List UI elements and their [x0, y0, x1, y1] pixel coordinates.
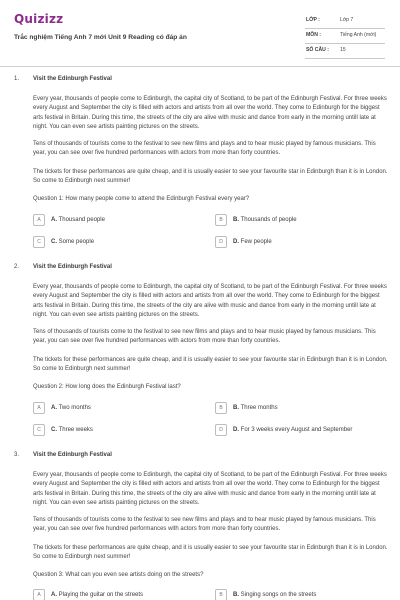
option-text: Two months: [58, 405, 91, 411]
passage-paragraph: Tens of thousands of tourists come to the festival to see new films and plays and to hear music played by famous musicians. This year, you can see over five hundred performances with actors from more than forty countries.: [33, 329, 376, 345]
meta-value: 15: [340, 47, 346, 53]
passage-paragraph: Every year, thousands of people come to Edinburgh, the capital city of Scotland, to be part of the Edinburgh Festival. For three weeks every August and September the city is filled with actors and artists from all over the world. They come to Edinburgh for the biggest arts festival in Britain. During this time, the streets of the city are alive with music and dance from early in the morning untill late at night. You can even see artists painting pictures on the streets.: [33, 96, 387, 131]
answer-option-b[interactable]: [215, 402, 365, 415]
answer-option-a[interactable]: [33, 214, 183, 227]
passage-heading: Visit the Edinburgh Festival: [33, 76, 112, 82]
option-text: For 3 weeks every August and September: [240, 427, 353, 433]
question-number: 3.: [14, 452, 20, 458]
meta-row-question-count: [305, 44, 385, 59]
passage-paragraph: Tens of thousands of tourists come to the festival to see new films and plays and to hear music played by famous musicians. This year, you can see over five hundred performances with actors from more than forty countries.: [33, 141, 376, 157]
option-text: Thousand people: [58, 217, 105, 223]
passage-paragraph: The tickets for these performances are quite cheap, and it is usually easier to see your favourite star in Edinburgh than it is in London. So come to Edinburgh next summer!: [33, 545, 388, 561]
meta-row-grade: [305, 14, 385, 29]
passage-paragraph: Every year, thousands of people come to Edinburgh, the capital city of Scotland, to be part of the Edinburgh Festival. For three weeks every August and September the city is filled with actors and artists from all over the world. They come to Edinburgh for the biggest arts festival in Britain. During this time, the streets of the city are alive with music and dance from early in the morning untill late at night. You can even see artists painting pictures on the streets.: [33, 472, 387, 507]
meta-table: [305, 14, 385, 59]
answer-option-d[interactable]: [215, 424, 365, 437]
option-label: C.: [51, 427, 57, 433]
answer-option-d[interactable]: [215, 236, 365, 249]
meta-key: LỚP :: [306, 17, 320, 23]
meta-row-subject: [305, 29, 385, 44]
option-letter-box: B: [215, 402, 227, 414]
document-title: Trắc nghiệm Tiếng Anh 7 mới Unit 9 Reading có đáp án: [14, 34, 187, 41]
option-label: C.: [51, 239, 57, 245]
answer-option-c[interactable]: [33, 236, 183, 249]
passage-paragraph: Tens of thousands of tourists come to the festival to see new films and plays and to hear music played by famous musicians. This year, you can see over five hundred performances with actors from more than forty countries.: [33, 517, 376, 533]
option-letter-box: C: [33, 424, 45, 436]
answer-option-c[interactable]: [33, 424, 183, 437]
option-text: Singing songs on the streets: [240, 592, 317, 598]
option-label: D.: [233, 427, 239, 433]
option-text: Some people: [58, 239, 95, 245]
option-letter-box: D: [215, 236, 227, 248]
question-prompt: Question 3: What can you even see artists doing on the streets?: [33, 572, 204, 578]
quizizz-logo: Quizizz: [14, 12, 64, 26]
answer-option-a[interactable]: [33, 402, 183, 415]
passage-paragraph: Every year, thousands of people come to Edinburgh, the capital city of Scotland, to be part of the Edinburgh Festival. For three weeks every August and September the city is filled with actors and artists from all over the world. They come to Edinburgh for the biggest arts festival in Britain. During this time, the streets of the city are alive with music and dance from early in the morning untill late at night. You can even see artists painting pictures on the streets.: [33, 284, 387, 319]
option-label: A.: [51, 217, 57, 223]
option-letter-box: A: [33, 402, 45, 414]
meta-key: MÔN :: [306, 32, 321, 38]
option-letter-box: B: [215, 589, 227, 600]
option-text: Few people: [240, 239, 272, 245]
option-text: Three weeks: [58, 427, 93, 433]
answer-option-a[interactable]: [33, 589, 183, 600]
option-text: Playing the guitar on the streets: [58, 592, 144, 598]
option-label: D.: [233, 239, 239, 245]
question-number: 2.: [14, 264, 20, 270]
option-label: B.: [233, 405, 239, 411]
header-divider: [0, 66, 400, 67]
passage-paragraph: The tickets for these performances are quite cheap, and it is usually easier to see your favourite star in Edinburgh than it is in London. So come to Edinburgh next summer!: [33, 169, 388, 185]
option-text: Thousands of people: [240, 217, 297, 223]
answer-option-b[interactable]: [215, 589, 365, 600]
option-letter-box: A: [33, 589, 45, 600]
question-prompt: Question 2: How long does the Edinburgh Festival last?: [33, 384, 181, 390]
question-number: 1.: [14, 76, 20, 82]
passage-paragraph: The tickets for these performances are quite cheap, and it is usually easier to see your favourite star in Edinburgh than it is in London. So come to Edinburgh next summer!: [33, 357, 388, 373]
meta-key: SỐ CÂU :: [306, 47, 329, 53]
answer-option-b[interactable]: [215, 214, 365, 227]
option-letter-box: D: [215, 424, 227, 436]
question-prompt: Question 1: How many people come to attend the Edinburgh Festival every year?: [33, 196, 250, 202]
meta-value: Tiếng Anh (mới): [340, 32, 377, 38]
passage-heading: Visit the Edinburgh Festival: [33, 264, 112, 270]
option-letter-box: A: [33, 214, 45, 226]
option-letter-box: B: [215, 214, 227, 226]
option-label: A.: [51, 592, 57, 598]
option-text: Three months: [240, 405, 278, 411]
passage-heading: Visit the Edinburgh Festival: [33, 452, 112, 458]
option-letter-box: C: [33, 236, 45, 248]
worksheet-header: [0, 0, 400, 66]
option-label: B.: [233, 217, 239, 223]
option-label: B.: [233, 592, 239, 598]
meta-value: Lớp 7: [340, 17, 354, 23]
option-label: A.: [51, 405, 57, 411]
